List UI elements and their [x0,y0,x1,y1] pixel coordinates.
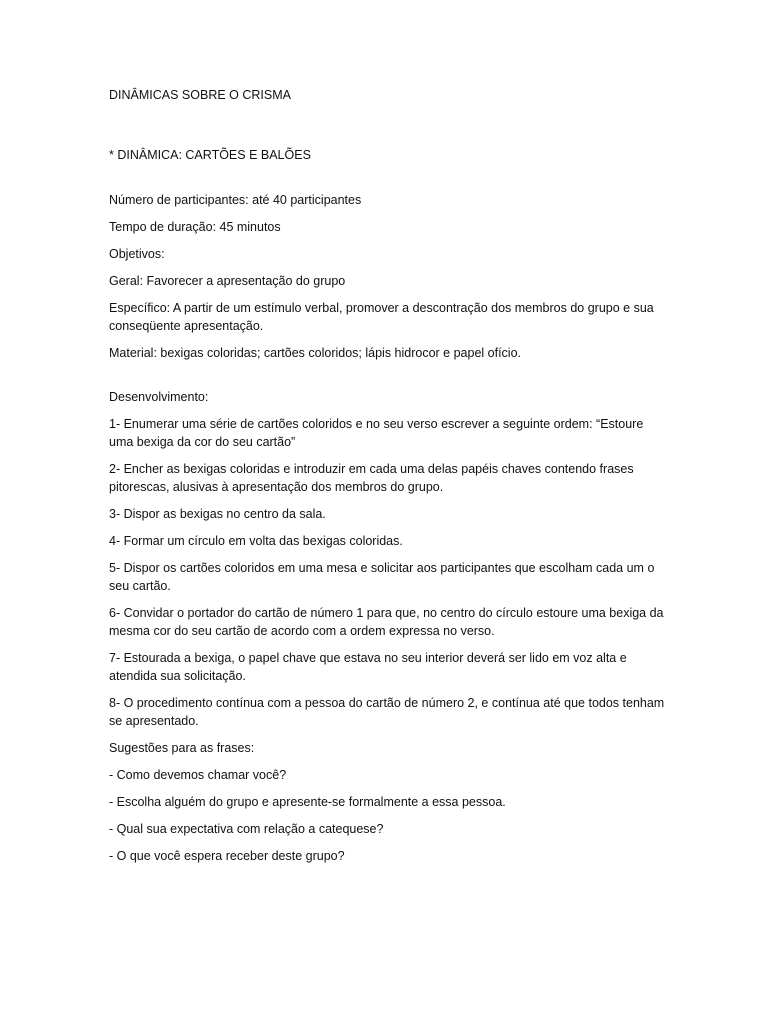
document-body [109,86,669,874]
step-item: 1- Enumerar uma série de cartões coloridos e no seu verso escrever a seguinte ordem: “Estoure uma bexiga da cor do seu cartão” [109,417,644,449]
development-heading: Desenvolvimento: [109,390,209,404]
objectives-heading: Objetivos: [109,247,165,261]
suggestion-item: - O que você espera receber deste grupo? [109,849,345,863]
specific-objective: Específico: A partir de um estímulo verbal, promover a descontração dos membros do grupo e sua conseqüente apresentação. [109,301,654,333]
general-objective: Geral: Favorecer a apresentação do grupo [109,274,346,288]
step-item: 4- Formar um círculo em volta das bexigas coloridas. [109,534,403,548]
suggestion-item: - Qual sua expectativa com relação a catequese? [109,822,384,836]
duration-line: Tempo de duração: 45 minutos [109,220,281,234]
step-item: 3- Dispor as bexigas no centro da sala. [109,507,326,521]
step-item: 8- O procedimento contínua com a pessoa do cartão de número 2, e contínua até que todos tenham se apresentado. [109,696,665,728]
step-item: 6- Convidar o portador do cartão de número 1 para que, no centro do círculo estoure uma bexiga da mesma cor do seu cartão de acordo com a ordem expressa no verso. [109,606,664,638]
step-item: 7- Estourada a bexiga, o papel chave que estava no seu interior deverá ser lido em voz alta e atendida sua solicitação. [109,651,627,683]
suggestion-item: - Escolha alguém do grupo e apresente-se formalmente a essa pessoa. [109,795,506,809]
suggestions-heading: Sugestões para as frases: [109,741,255,755]
step-item: 2- Encher as bexigas coloridas e introduzir em cada uma delas papéis chaves contendo frases pitorescas, alusivas à apresentação dos membros do grupo. [109,462,634,494]
participants-line: Número de participantes: até 40 participantes [109,193,362,207]
document-title: DINÂMICAS SOBRE O CRISMA [109,88,291,102]
dynamic-subtitle: * DINÂMICA: CARTÕES E BALÕES [109,148,311,162]
suggestion-item: - Como devemos chamar você? [109,768,287,782]
step-item: 5- Dispor os cartões coloridos em uma mesa e solicitar aos participantes que escolham cada um o seu cartão. [109,561,655,593]
material-line: Material: bexigas coloridas; cartões coloridos; lápis hidrocor e papel ofício. [109,346,522,360]
